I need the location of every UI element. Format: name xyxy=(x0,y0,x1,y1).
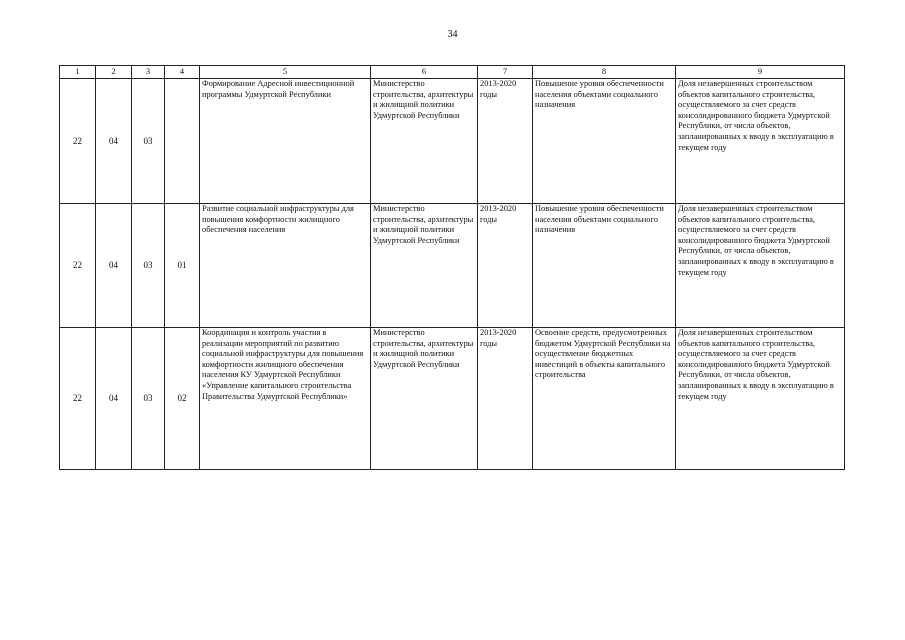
code-om-cell: 03 xyxy=(132,328,165,470)
program-table xyxy=(59,65,845,470)
code-om-cell: 03 xyxy=(132,79,165,204)
table-row xyxy=(60,79,845,204)
code-gp-cell: 22 xyxy=(60,79,96,204)
header-cell-3: 3 xyxy=(132,66,165,79)
code-m-cell: 02 xyxy=(165,328,200,470)
expected-result-cell: Повышение уровня обеспеченности населения объектами социального назначения xyxy=(533,79,676,204)
indicator-cell: Доля незавершенных строительством объектов капитального строительства, осуществляемого за счет средств консолидированного бюджета Удмуртской Республики, от числа объектов, запланированных к вводу в эксплуатацию в текущем году xyxy=(676,328,845,470)
code-m-cell xyxy=(165,79,200,204)
code-om-cell: 03 xyxy=(132,204,165,328)
expected-result-cell: Повышение уровня обеспеченности населения объектами социального назначения xyxy=(533,204,676,328)
period-cell: 2013-2020 годы xyxy=(478,328,533,470)
code-pp-cell: 04 xyxy=(96,328,132,470)
code-gp-cell: 22 xyxy=(60,204,96,328)
header-cell-5: 5 xyxy=(200,66,371,79)
header-cell-8: 8 xyxy=(533,66,676,79)
page-number: 34 xyxy=(447,29,458,40)
header-cell-9: 9 xyxy=(676,66,845,79)
header-cell-2: 2 xyxy=(96,66,132,79)
measure-name-cell: Координация и контроль участия в реализации мероприятий по развитию социальной инфраструктуры для повышения комфортности жилищного обеспечения населения КУ Удмуртской Республики «Управление капитального строительства Правительства Удмуртской Республики» xyxy=(200,328,371,470)
header-cell-7: 7 xyxy=(478,66,533,79)
executor-cell: Министерство строительства, архитектуры и жилищной политики Удмуртской Республики xyxy=(371,79,478,204)
table-row xyxy=(60,204,845,328)
header-cell-6: 6 xyxy=(371,66,478,79)
header-cell-1: 1 xyxy=(60,66,96,79)
indicator-cell: Доля незавершенных строительством объектов капитального строительства, осуществляемого за счет средств консолидированного бюджета Удмуртской Республики, от числа объектов, запланированных к вводу в эксплуатацию в текущем году xyxy=(676,79,845,204)
period-cell: 2013-2020 годы xyxy=(478,79,533,204)
executor-cell: Министерство строительства, архитектуры и жилищной политики Удмуртской Республики xyxy=(371,328,478,470)
table-row xyxy=(60,328,845,470)
code-gp-cell: 22 xyxy=(60,328,96,470)
measure-name-cell: Формирование Адресной инвестиционной программы Удмуртской Республики xyxy=(200,79,371,204)
executor-cell: Министерство строительства, архитектуры и жилищной политики Удмуртской Республики xyxy=(371,204,478,328)
expected-result-cell: Освоение средств, предусмотренных бюджетом Удмуртской Республики на осуществление бюджетных инвестиций в объекты капитального строительства xyxy=(533,328,676,470)
header-row xyxy=(60,66,845,79)
code-m-cell: 01 xyxy=(165,204,200,328)
period-cell: 2013-2020 годы xyxy=(478,204,533,328)
code-pp-cell: 04 xyxy=(96,204,132,328)
measure-name-cell: Развитие социальной инфраструктуры для повышения комфортности жилищного обеспечения населения xyxy=(200,204,371,328)
indicator-cell: Доля незавершенных строительством объектов капитального строительства, осуществляемого за счет средств консолидированного бюджета Удмуртской Республики, от числа объектов, запланированных к вводу в эксплуатацию в текущем году xyxy=(676,204,845,328)
code-pp-cell: 04 xyxy=(96,79,132,204)
header-cell-4: 4 xyxy=(165,66,200,79)
